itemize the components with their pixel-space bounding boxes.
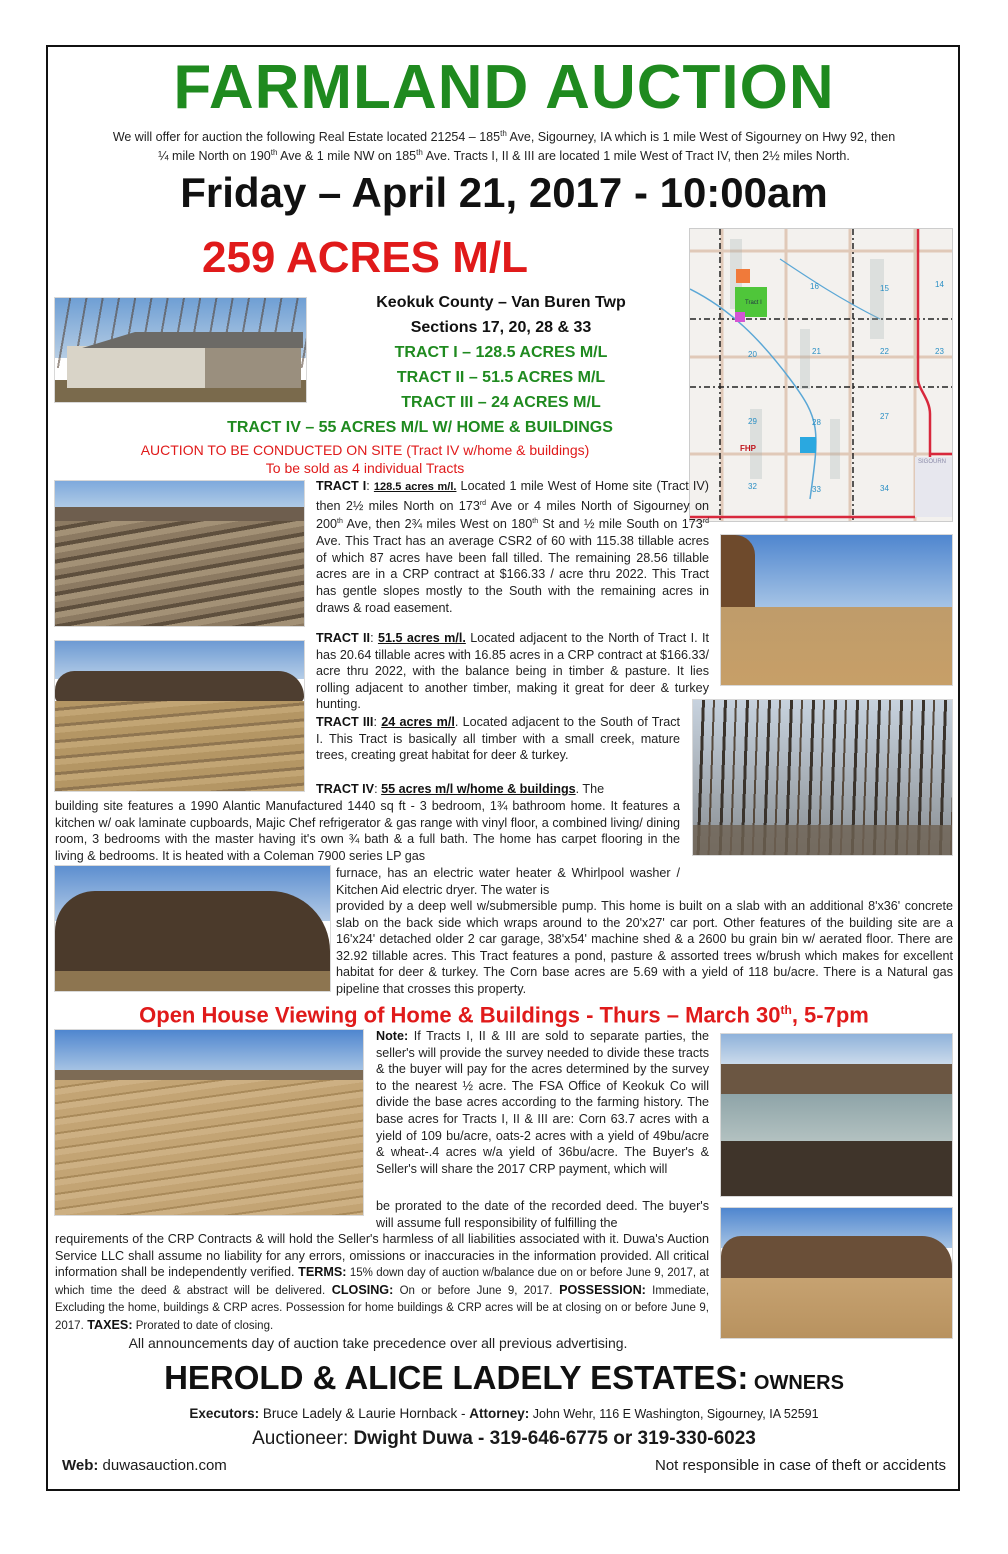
brush-pasture-photo bbox=[721, 1208, 952, 1338]
website-link[interactable]: duwasauction.com bbox=[98, 1457, 227, 1474]
disclaimer: Not responsible in case of theft or accidents bbox=[655, 1457, 946, 1474]
svg-text:20: 20 bbox=[748, 350, 757, 359]
open-house-banner: Open House Viewing of Home & Buildings - Thurs – March 30th, 5-7pm bbox=[139, 1002, 869, 1028]
svg-text:14: 14 bbox=[935, 280, 944, 289]
tract-2-summary: TRACT II – 51.5 ACRES M/L bbox=[396, 369, 606, 386]
owners-line: HEROLD & ALICE LADELY ESTATES: OWNERS bbox=[164, 1359, 844, 1396]
svg-text:34: 34 bbox=[880, 484, 889, 493]
grass-field-photo bbox=[55, 1030, 363, 1215]
tract-3-description: TRACT III: 24 acres m/l. Located adjacent to the South of Tract I. This Tract is basically all timber with a small creek, mature trees, creating great habitat for deer & turkey. bbox=[316, 715, 681, 763]
tract-location-map bbox=[689, 228, 953, 522]
svg-text:16: 16 bbox=[810, 282, 819, 291]
svg-text:27: 27 bbox=[880, 412, 889, 421]
open-field-photo bbox=[721, 535, 952, 685]
note-paragraph-continued: be prorated to the date of the recorded deed. The buyer's will assume full responsibility of fulfilling the bbox=[376, 1199, 709, 1230]
svg-text:28: 28 bbox=[812, 418, 821, 427]
svg-text:Tract I: Tract I bbox=[745, 300, 762, 306]
tract-1-summary: TRACT I – 128.5 ACRES M/L bbox=[394, 344, 608, 361]
tract-3-summary: TRACT III – 24 ACRES M/L bbox=[401, 394, 601, 411]
svg-text:29: 29 bbox=[748, 417, 757, 426]
trees-photo bbox=[55, 866, 330, 991]
tract-4-description-rest: provided by a deep well w/submersible pump. This home is built on a slab with an additional 8'x36' concrete slab on the back side which wraps around to the 20'x27' car port. Other features of the building site are a 16'x24' detached older 2 car garage, 38'x54' machine shed & a 2600 bu grain bin w/ aerated floor. There are 32.92 tillable acres. This Tract features a pond, pasture & assorted trees w/brush which makes for excellent habitat for deer & turkey. The Corn base acres are 5.69 with a yield of 118 bu/acre. There is a Natural gas pipeline that crosses this property. bbox=[336, 899, 953, 996]
pond-photo bbox=[721, 1034, 952, 1196]
location-intro: We will offer for auction the following Real Estate located 21254 – 185th Ave, Sigourney, IA which is 1 mile West of Sigourney on Hwy 92, then ¼ mile North on 190th Ave & 1 mile NW on 185th Ave. Tracts I, II & III are located 1 mile West of Tract IV, then 2½ miles North. bbox=[112, 129, 896, 164]
tract-4-heading: TRACT IV: 55 acres m/l w/home & buildings. The bbox=[316, 782, 605, 796]
summary-block bbox=[316, 290, 686, 415]
rolling-pasture-photo bbox=[55, 641, 304, 791]
executors-line: Executors: Bruce Ladely & Laurie Hornback - Attorney: John Wehr, 116 E Washington, Sigourney, IA 52591 bbox=[189, 1406, 819, 1421]
svg-text:15: 15 bbox=[880, 284, 889, 293]
svg-text:21: 21 bbox=[812, 347, 821, 356]
website-line: Web: duwasauction.com bbox=[62, 1457, 227, 1474]
sold-as-note: To be sold as 4 individual Tracts bbox=[265, 460, 465, 476]
tilled-field-photo bbox=[55, 481, 304, 626]
svg-text:32: 32 bbox=[748, 482, 757, 491]
auction-date: Friday – April 21, 2017 - 10:00am bbox=[180, 169, 828, 216]
svg-text:FHP: FHP bbox=[740, 444, 756, 453]
terms-paragraph: requirements of the CRP Contracts & will hold the Seller's harmless of all liabilities associated with it. Duwa's Auction Service LLC shall assume no liability for any errors, omissions or inaccuracies in the information provided. All critical information shall be independently verified. TERMS: 15% down day of auction w/balance due on or before June 9, 2017, at which time the deed & abstract will be delivered. CLOSING: On or before June 9, 2017. POSSESSION: Immediate, Excluding the home, buildings & CRP acres. Possession for home buildings & CRP acres will be at closing on or before June 9, 2017. TAXES: Prorated to date of closing. bbox=[55, 1232, 710, 1332]
road-map-graphic bbox=[690, 229, 952, 521]
county-line: Keokuk County – Van Buren Twp bbox=[376, 294, 626, 311]
svg-text:23: 23 bbox=[935, 347, 944, 356]
house-with-carport-photo bbox=[55, 298, 306, 402]
tract-4-marker bbox=[800, 437, 816, 453]
tract-1-description: TRACT I: 128.5 acres m/l. Located 1 mile West of Home site (Tract IV) then 2½ miles North on 173rd Ave or 4 miles North of Sigourney on 200th Ave, then 2¾ miles West on 180th St and ½ mile South on 173rd Ave. This Tract has an average CSR2 of 60 with 115.38 tillable acres of which 87 acres have been fall tilled. The remaining 28.56 tillable acres are in a CRP contract at $166.33 / acre thru 2022. This Tract has gentle slopes mostly to the South with the remaining acres in draws & road easement. bbox=[316, 479, 710, 615]
tract-2-description: TRACT II: 51.5 acres m/l. Located adjacent to the North of Tract I. It has 20.64 tillable acres with 16.85 acres in a CRP contract at $166.33/ acre thru 2022, with the balance being in timber & pasture. It lies rolling adjacent to another timber, making it great for deer & turkey hunting. bbox=[316, 631, 710, 712]
timber-photo bbox=[693, 700, 952, 855]
total-acres: 259 ACRES M/L bbox=[201, 233, 528, 282]
tract-3-marker bbox=[735, 312, 745, 322]
tract-4-summary: TRACT IV – 55 ACRES M/L W/ HOME & BUILDINGS bbox=[227, 419, 613, 436]
auction-title: FARMLAND AUCTION bbox=[173, 53, 835, 122]
svg-text:33: 33 bbox=[812, 485, 821, 494]
tract-4-description: building site features a 1990 Alantic Manufactured 1440 sq ft - 3 bedroom, 1¾ bathroom home. It features a kitchen w/ oak laminate cupboards, Majic Chef refrigerator & gas range with vinyl floor, a combined living/ dining room, 3 bedrooms with the master having it's own ¾ bath & a full bath. The home has carpet flooring in the living & bedrooms. It is heated with a Coleman 7900 series LP gas bbox=[55, 799, 680, 863]
tract-4-description-narrow: furnace, has an electric water heater & Whirlpool washer / Kitchen Aid electric dryer. The water is bbox=[336, 866, 680, 897]
note-paragraph: Note: If Tracts I, II & III are sold to separate parties, the seller's will provide the survey needed to divide these tracts & the buyer will pay for the acres determined by the survey to the nearest ½ acre. The FSA Office of Keokuk Co will divide the base acres according to the farming history. The base acres for Tracts I, II & III are: Corn 63.7 acres with a yield of 109 bu/acre, oats-2 acres with a yield of 49bu/acre & wheat-.4 acres w/a yield of 36bu/acre. The Buyer's & Seller's will share the 2017 CRP payment, which will bbox=[376, 1029, 709, 1176]
svg-text:SIGOURN: SIGOURN bbox=[918, 459, 947, 465]
onsite-note: AUCTION TO BE CONDUCTED ON SITE (Tract IV w/home & buildings) bbox=[140, 442, 590, 458]
auctioneer-line: Auctioneer: Dwight Duwa - 319-646-6775 or 319-330-6023 bbox=[252, 1428, 756, 1449]
tract-2-marker bbox=[736, 269, 750, 283]
announcements-note: All announcements day of auction take precedence over all previous advertising. bbox=[128, 1335, 628, 1351]
sections-line: Sections 17, 20, 28 & 33 bbox=[410, 319, 592, 336]
svg-text:22: 22 bbox=[880, 347, 889, 356]
